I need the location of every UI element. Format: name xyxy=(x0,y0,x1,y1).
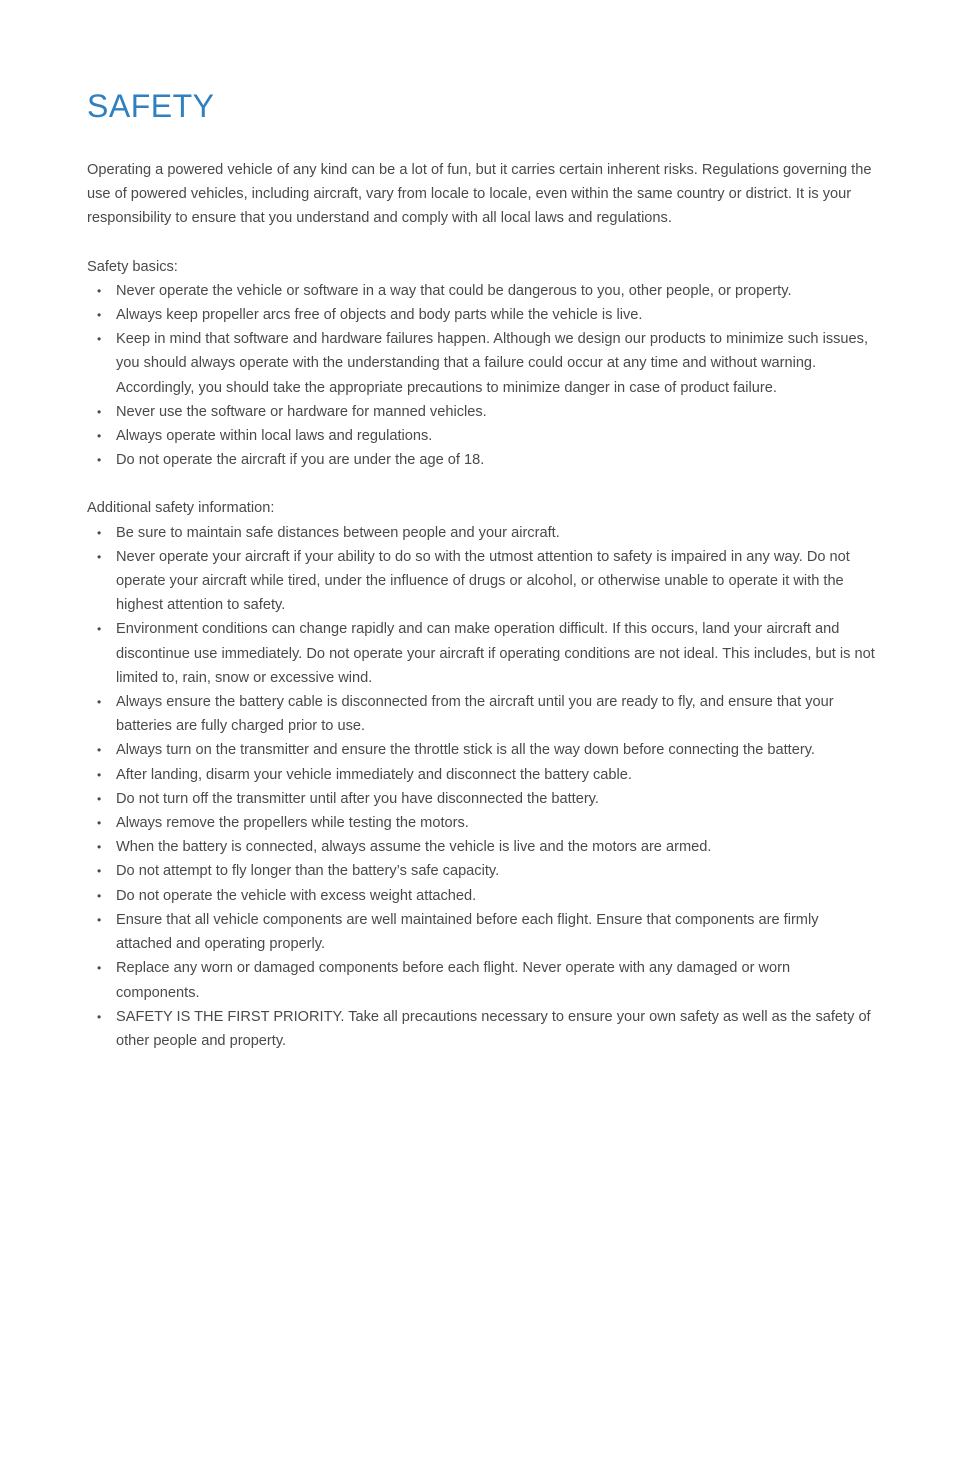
list-item xyxy=(87,279,877,303)
bullet-icon: • xyxy=(97,1009,102,1024)
list-item-text: Always keep propeller arcs free of objects and body parts while the vehicle is live. xyxy=(116,307,643,324)
additional-safety-label: Additional safety information: xyxy=(87,500,275,517)
list-item xyxy=(87,521,877,545)
list-item-text: Always turn on the transmitter and ensure the throttle stick is all the way down before connecting the battery. xyxy=(116,742,815,759)
bullet-icon: • xyxy=(97,816,102,831)
page-title: SAFETY xyxy=(87,88,215,124)
list-item xyxy=(87,545,877,618)
list-item-text: Never operate your aircraft if your ability to do so with the utmost attention to safety is impaired in any way. Do not operate your aircraft while tired, under the influence of drugs or alcohol, or otherwise unable to operate it with the highest attention to safety. xyxy=(116,548,850,614)
list-item-text: Do not turn off the transmitter until after you have disconnected the battery. xyxy=(116,790,599,807)
list-item-text: Do not operate the vehicle with excess weight attached. xyxy=(116,887,477,904)
list-item xyxy=(87,956,877,1004)
list-item xyxy=(87,617,877,690)
list-item xyxy=(87,738,877,762)
list-item-text: Never use the software or hardware for manned vehicles. xyxy=(116,403,487,420)
safety-basics-label: Safety basics: xyxy=(87,258,178,275)
bullet-icon: • xyxy=(97,404,102,419)
list-item xyxy=(87,1005,877,1053)
list-item xyxy=(87,303,877,327)
additional-safety-list xyxy=(87,521,877,1053)
list-item-text: Never operate the vehicle or software in a way that could be dangerous to you, other people, or property. xyxy=(116,282,792,299)
bullet-icon: • xyxy=(97,308,102,323)
list-item-text: Environment conditions can change rapidly and can make operation difficult. If this occurs, land your aircraft and discontinue use immediately. Do not operate your aircraft if operating conditions are not ideal. This includes, but is not limited to, rain, snow or excessive wind. xyxy=(116,621,875,686)
list-item-text: Keep in mind that software and hardware failures happen. Although we design our products to minimize such issues, you should always operate with the understanding that a failure could occur at any time and without warning. Accordingly, you should take the appropriate precautions to minimize danger in case of product failure. xyxy=(116,331,869,396)
bullet-icon: • xyxy=(97,332,102,347)
list-item xyxy=(87,835,877,859)
bullet-icon: • xyxy=(97,864,102,879)
bullet-icon: • xyxy=(97,888,102,903)
bullet-icon: • xyxy=(97,791,102,806)
list-item xyxy=(87,424,877,448)
list-item-text: Always remove the propellers while testing the motors. xyxy=(116,815,469,832)
list-item xyxy=(87,787,877,811)
bullet-icon: • xyxy=(97,549,102,564)
list-item-text: Do not operate the aircraft if you are under the age of 18. xyxy=(116,452,485,469)
list-item xyxy=(87,400,877,424)
list-item-text: Ensure that all vehicle components are well maintained before each flight. Ensure that components are firmly attached and operating properly. xyxy=(116,911,819,953)
bullet-icon: • xyxy=(97,622,102,637)
list-item-text: Always operate within local laws and regulations. xyxy=(116,428,433,445)
intro-paragraph: Operating a powered vehicle of any kind can be a lot of fun, but it carries certain inherent risks. Regulations governing the use of powered vehicles, including aircraft, vary from locale to locale, even within the same country or district. It is your responsibility to ensure that you understand and comply with all local laws and regulations. xyxy=(87,162,872,227)
list-item xyxy=(87,327,877,400)
list-item xyxy=(87,448,877,472)
bullet-icon: • xyxy=(97,695,102,710)
bullet-icon: • xyxy=(97,453,102,468)
document-page xyxy=(87,0,877,1053)
list-item-text: After landing, disarm your vehicle immediately and disconnect the battery cable. xyxy=(116,766,632,783)
list-item xyxy=(87,884,877,908)
bullet-icon: • xyxy=(97,767,102,782)
bullet-icon: • xyxy=(97,912,102,927)
bullet-icon: • xyxy=(97,525,102,540)
bullet-icon: • xyxy=(97,840,102,855)
list-item-text: Always ensure the battery cable is disconnected from the aircraft until you are ready to fly, and ensure that your batteries are fully charged prior to use. xyxy=(116,694,834,735)
bullet-icon: • xyxy=(97,961,102,976)
list-item-text: SAFETY IS THE FIRST PRIORITY. Take all precautions necessary to ensure your own safety as well as the safety of other people and property. xyxy=(116,1008,871,1049)
bullet-icon: • xyxy=(97,429,102,444)
list-item xyxy=(87,908,877,956)
bullet-icon: • xyxy=(97,283,102,298)
list-item xyxy=(87,690,877,738)
list-item-text: Replace any worn or damaged components before each flight. Never operate with any damaged or worn components. xyxy=(116,960,791,1001)
list-item-text: When the battery is connected, always assume the vehicle is live and the motors are armed. xyxy=(116,839,712,856)
list-item-text: Be sure to maintain safe distances between people and your aircraft. xyxy=(116,524,560,541)
safety-basics-list xyxy=(87,279,877,473)
list-item xyxy=(87,763,877,787)
list-item xyxy=(87,811,877,835)
list-item xyxy=(87,859,877,883)
bullet-icon: • xyxy=(97,743,102,758)
list-item-text: Do not attempt to fly longer than the battery’s safe capacity. xyxy=(116,863,500,880)
